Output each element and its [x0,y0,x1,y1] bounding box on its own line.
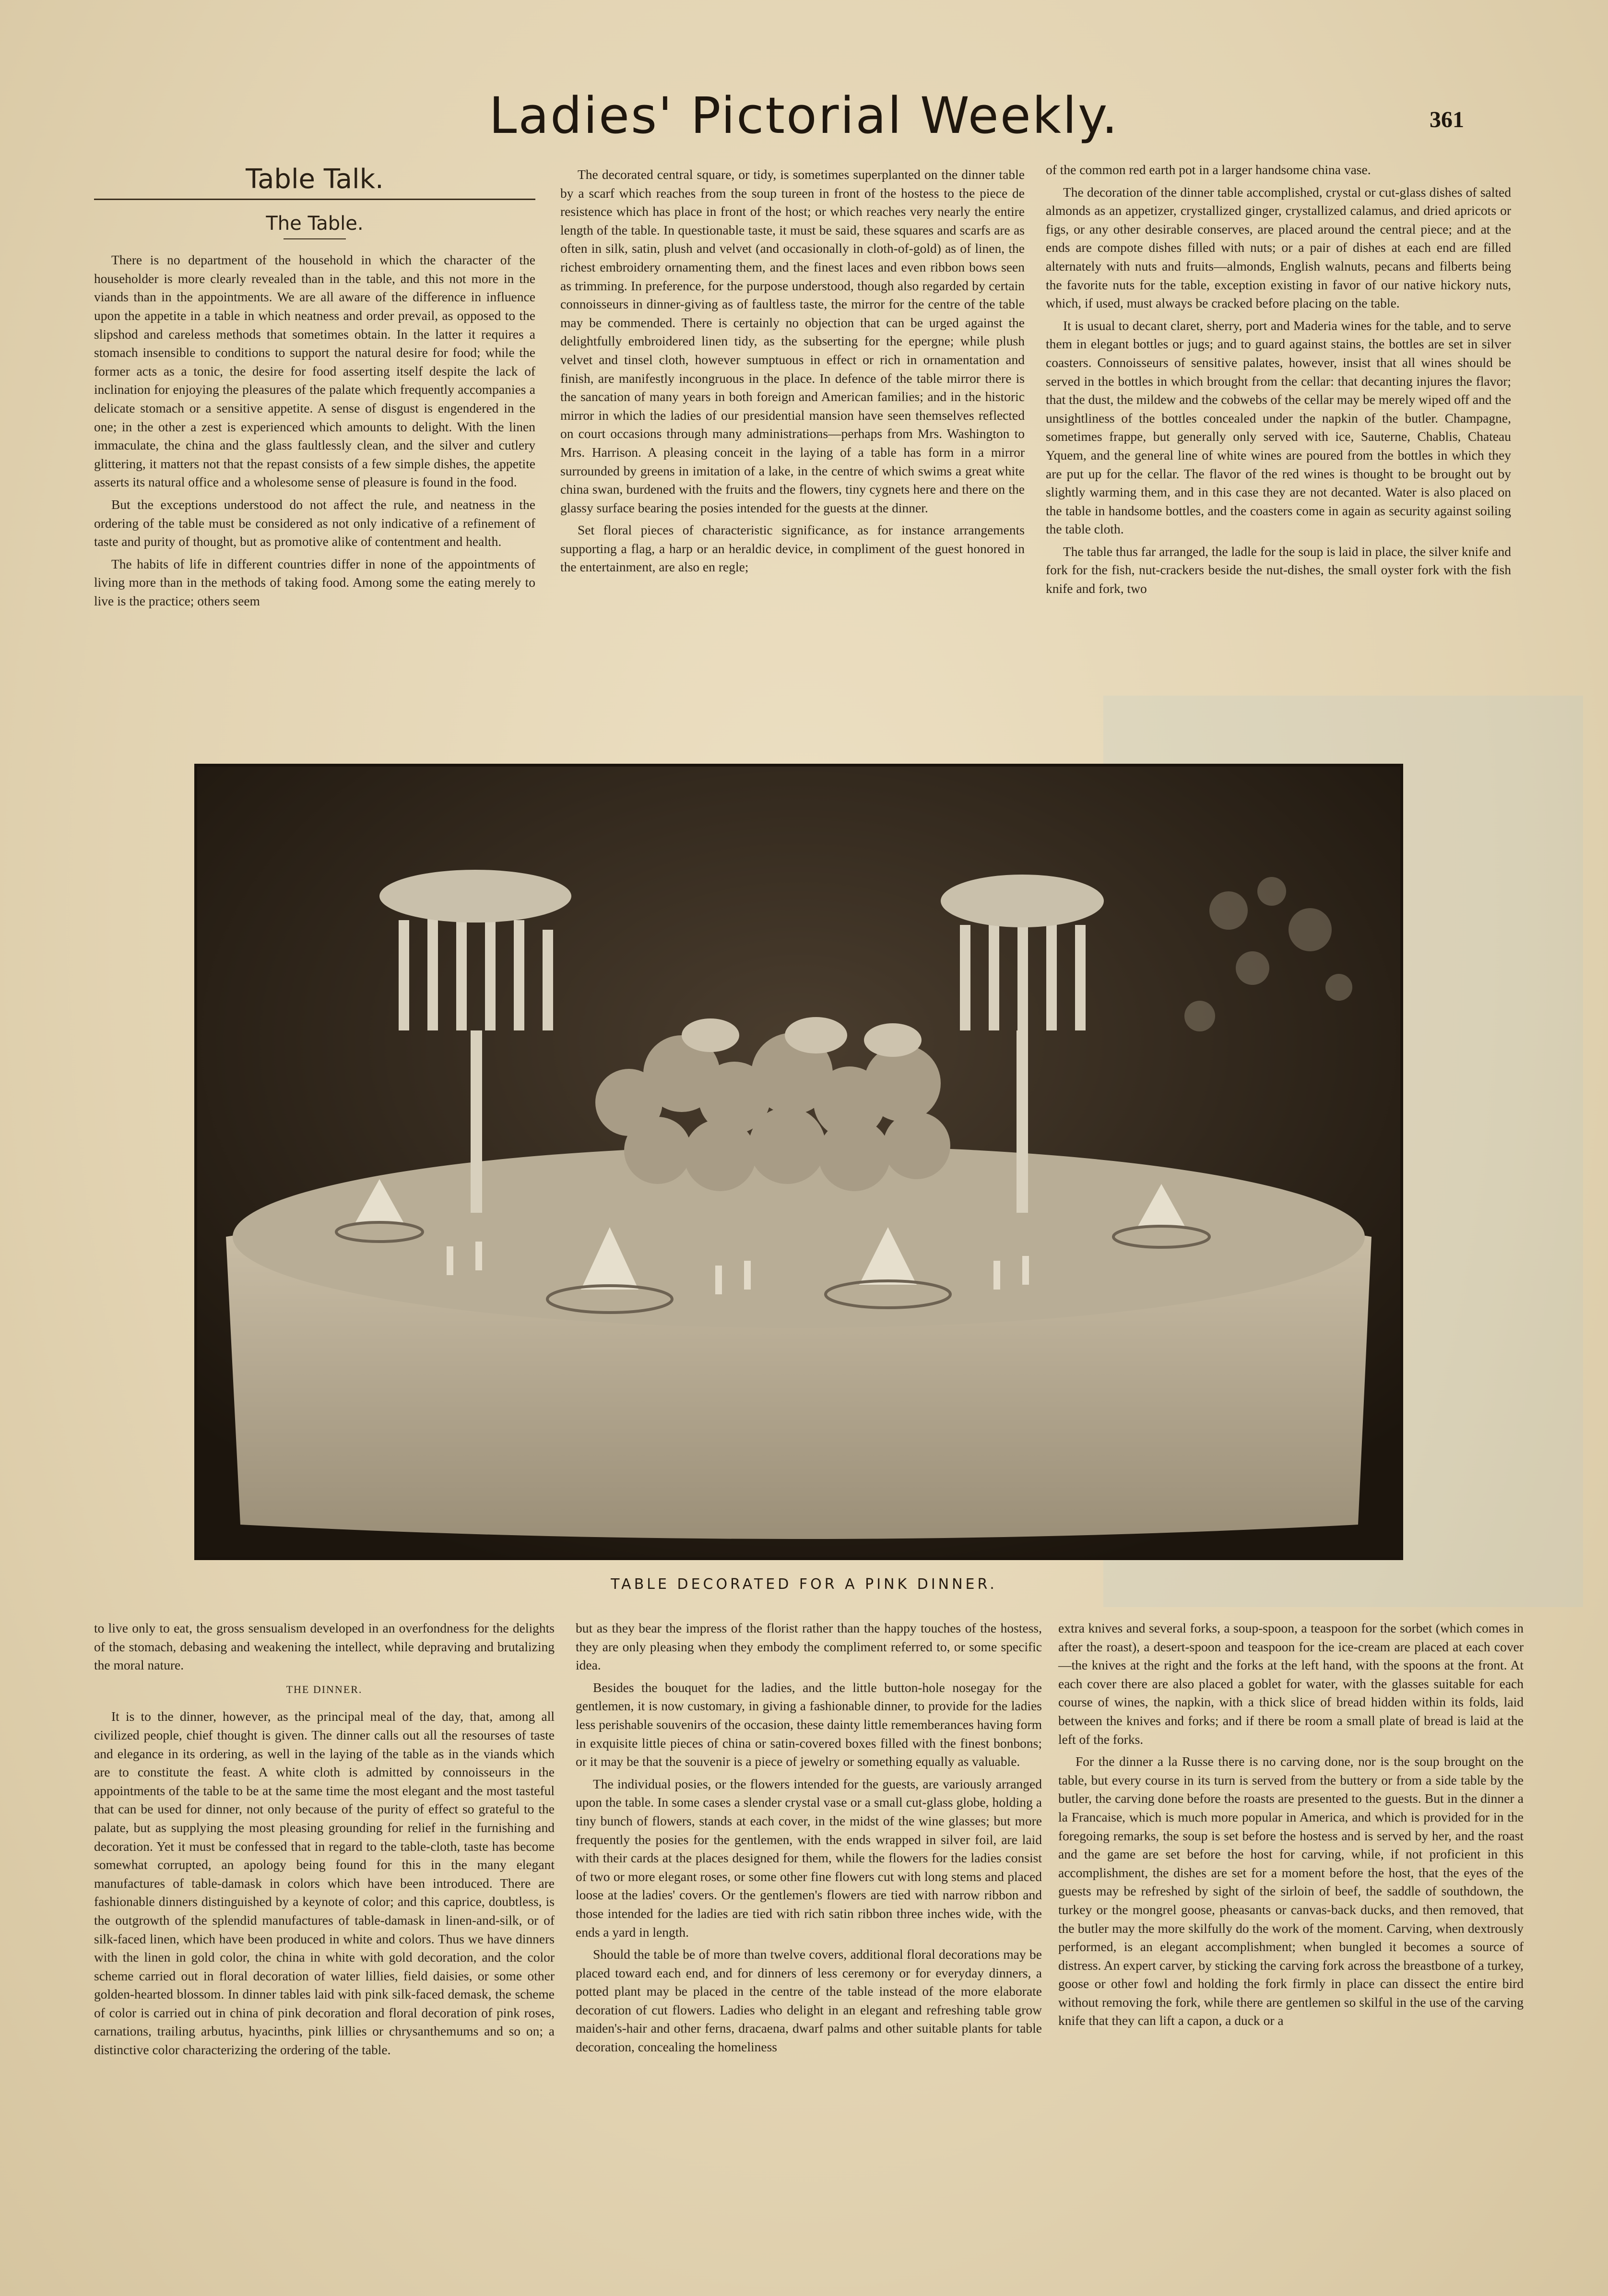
column-top-2 [560,166,1025,580]
paragraph: The decoration of the dinner table accomplished, crystal or cut-glass dishes of salted almonds as an appetizer, crystallized ginger, crystallized calamus, and dried apricots or figs, or any other desirable conserves, are placed around the central piece; and at the ends are compote dishes filled with nuts; or a pair of dishes at each end are filled alternately with nuts and fruits—almonds, English walnuts, pecans and filberts being the favorite nuts for the table, exception existing in favor of our native hickory nuts, which, if used, must always be cracked before placing on the table. [1046,184,1511,311]
paragraph: The individual posies, or the flowers intended for the guests, are variously arranged upon the table. In some cases a slender crystal vase or a small cut-glass globe, holding a tiny bunch of flowers, stands at each cover, in the midst of the wine glasses; but more frequently the posies for the gentlemen, with the ends wrapped in silver foil, are laid with their cards at the places designed for them, while the flowers for the ladies consist of two or more elegant roses, or some other fine flowers cut with long stems and placed loose at the ladies' covers. Or the gentlemen's flowers are tied with narrow ribbon and those intended for the ladies are tied with rich satin ribbon three inches wide, with the ends a yard in length. [576,1776,1042,1940]
paragraph: The habits of life in different countries differ in none of the appointments of living more than in the methods of taking food. Among some the eating merely to live is the practice; others seem [94,556,535,608]
column-bottom-2 [576,1619,1042,2060]
subheading-rule [284,238,346,239]
table-photograph [194,764,1403,1560]
paragraph: Should the table be of more than twelve covers, additional floral decorations may be placed toward each end, and for dinners of less ceremony or for everyday dinners, a potted plant may be placed in the centre of the table instead of the more elaborate decoration of cut flowers. Ladies who delight in an elegant and refreshing table grow maiden's-hair and other ferns, dracaena, dwarf palms and other suitable plants for table decoration, concealing the homeliness [576,1947,1042,2055]
column-top-3 [1046,161,1511,602]
section-heading-dinner: THE DINNER. [286,1683,363,1695]
article-subheading: The Table. [266,212,364,235]
paragraph: For the dinner a la Russe there is no carving done, nor is the soup brought on the table, but every course in its turn is served from the buttery or from a side table by the butler, the carving done before the roasts are presented to the guests. But in the dinner a la Francaise, which is much more popular in America, and which is provided for in the foregoing remarks, the soup is set before the hostess and is served by her, and the roast and the game are set before the host for carving, while, if not proficient in this accomplishment, the dishes are set for a moment before the host, that the eyes of the guests may be refreshed by sight of the sirloin of beef, the saddle of southdown, the turkey or the mongrel goose, pheasants or canvas-back ducks, and then removed, that the butler may the more skilfully do the work of the moment. Carving, when dextrously performed, is an elegant accomplishment; when bungled it becomes a source of distress. An expert carver, by sticking the carving fork across the breastbone of a turkey, goose or other fowl and holding the fork firmly in place can dissect the entire bird without removing the fork, while there are gentlemen so skilful in the use of the carving knife that they can lift a capon, a duck or a [1058,1754,1524,2028]
paragraph: It is to the dinner, however, as the principal meal of the day, that, among all civilized people, chief thought is given. The dinner calls out all the resourses of taste and elegance in its ordering, as well in the laying of the table as in the viands which are to constitute the feast. A white cloth is admitted by connoisseurs in the appointments of the table to be at the same time the most elegant and the most tasteful that can be used for dinner, not only because of the purity of effect so grateful to the palate, but as supplying the most pleasing grounding for relief in the furnishing and decoration. Yet it must be confessed that in regard to the table-cloth, taste has become somewhat corrupted, an apology being found for this in the many elegant manufactures of table-damask in colors which have been introduced. There are fashionable dinners distinguished by a keynote of color; and this caprice, doubtless, is the outgrowth of the splendid manufactures of table-damask in linen-and-silk, or of silk-faced linen, which have been produced in white and colors. Thus we have dinners with the linen in gold color, the china in white with gold decoration, and the color scheme carried out in floral decoration of water lillies, field daisies, or some other golden-hearted blossom. In dinner tables laid with pink silk-faced demask, the scheme of color is carried out in china of pink decoration and floral decoration of pink roses, carnations, trailing arbutus, hyacinths, pink lillies or chrysanthemums and so on; a distinctive color characterizing the ordering of the table. [94,1709,555,2058]
masthead-title: Ladies' Pictorial Weekly. [489,86,1119,145]
article-heading: Table Talk. [246,164,384,195]
paragraph: There is no department of the household in which the character of the householder is more clearly revealed than in the table, and this not more in the viands than in the appointments. We are all aware of the difference in influence upon the appetite in a table in which neatness and order prevail, as opposed to the slipshod and careless methods that sometimes obtain. In the latter it requires a stomach insensible to conditions to support the natural desire for food; while the former acts as a tonic, the desire for food asserting itself despite the lack of inclination for enjoying the pleasures of the palate which frequently accompanies a delicate stomach or a sensitive appetite. A sense of disgust is engendered in the one; in the other a zest is experienced which amounts to delight. With the linen immaculate, the china and the glass faultlessly clean, and the silver and cutlery glittering, it matters not that the repast consists of a few simple dishes, the appetite asserts its natural office and a wholesome sense of pleasure is found in the food. [94,252,535,490]
paragraph: But the exceptions understood do not affect the rule, and neatness in the ordering of the table must be considered as not only indicative of a refinement of taste and purity of thought, but as promotive alike of contentment and health. [94,497,535,549]
paragraph: The table thus far arranged, the ladle for the soup is laid in place, the silver knife and fork for the fish, nut-crackers beside the nut-dishes, the small oyster fork with the fish knife and fork, two [1046,544,1511,596]
paragraph: of the common red earth pot in a larger handsome china vase. [1046,162,1371,177]
paragraph: extra knives and several forks, a soup-spoon, a teaspoon for the sorbet (which comes in after the roast), a desert-spoon and teaspoon for the ice-cream are placed at each cover—the knives at the right and the forks at the left hand, with the spoons at the front. At each cover there are also placed a goblet for water, with the glasses suitable for each course of wines, the napkin, with a thick slice of bread hidden within its folds, laid between the knives and forks; and if there be room a small plate of bread is laid at the left of the forks. [1058,1621,1524,1747]
paragraph: It is usual to decant claret, sherry, port and Maderia wines for the table, and to serve them in elegant bottles or jugs; and to guard against stains, the bottles are set in silver coasters. Connoisseurs of sensitive palates, however, insist that all wines should be served in the bottles in which brought from the cellar: that decanting injures the flavor; that the dust, the mildew and the cobwebs of the cellar may be merely wiped off and the unsightliness of the bottles concealed under the napkin of the butler. Champagne, sometimes frappe, but generally only served with ice, Sauterne, Chablis, Chateau Yquem, and the general line of white wines are poured from the bottles in which they are put up for the cellar. The flavor of the red wines is thought to be brought out by slightly warming them, and in this case they are not decanted. Water is also placed on the table in handsome bottles, and the coasters come in again as security against soiling the table cloth. [1046,318,1511,537]
paragraph: Set floral pieces of characteristic significance, as for instance arrangements supporting a flag, a harp or an heraldic device, in compliment of the guest honored in the entertainment, are also en regle; [560,522,1025,575]
paragraph: The decorated central square, or tidy, is sometimes superplanted on the dinner table by a scarf which reaches from the soup tureen in front of the hostess to the piece de resistence which has place in front of the host; or which reaches very nearly the entire length of the table. In questionable taste, it must be said, these squares and scarfs are as often in silk, satin, plush and velvet (and occasionally in cloth-of-gold) as of linen, the richest embroidery ornamenting them, and the finest laces and even ribbon bows seen as trimming. In preference, for the purpose understood, though also regarded by certain connoisseurs in dinner-giving as of faultless taste, the mirror for the centre of the table may be commended. There is certainly no objection that can be urged against the delightfully embroidered linen tidy, as the subserting for the epergne; while plush velvet and tinsel cloth, however sumptuous in effect or rich in ornamentation and finish, are manifestly incongruous in the place. In defence of the table mirror there is the sancation of many years in both foreign and American families; and in the historic mirror in which the ladies of our presidential mansion have seen themselves reflected on court occasions through many administrations—perhaps from Mrs. Washington to Mrs. Harrison. A pleasing conceit in the laying of a table has form in a mirror surrounded by greens in imitation of a lake, in the centre of which swims a great white china swan, burdened with the fruits and the flowers, tiny cygnets here and there on the glassy surface bearing the posies intended for the guests at the dinner. [560,167,1025,515]
table-illustration [197,767,1400,1557]
paragraph: Besides the bouquet for the ladies, and the little button-hole nosegay for the gentlemen, it is now customary, in giving a fashionable dinner, to provide for the ladies less perishable souvenirs of the occasion, these dainty little rememberances having form in exquisite little pieces of china or satin-covered boxes filled with the finest bonbons; or it may be that the souvenir is a piece of jewelry or something equally as valuable. [576,1680,1042,1769]
column-top-1 [94,164,535,614]
illustration-caption: TABLE DECORATED FOR A PINK DINNER. [611,1576,997,1593]
column-bottom-3 [1058,1619,1524,2034]
heading-rule [94,199,535,200]
paragraph: to live only to eat, the gross sensualism developed in an overfondness for the delights of the stomach, debasing and weakening the intellect, while depraving and brutalizing the moral nature. [94,1621,555,1673]
page-number: 361 [1430,107,1464,132]
column-bottom-1 [94,1619,555,2063]
paragraph: but as they bear the impress of the florist rather than the happy touches of the hostess, they are only pleasing when they embody the compliment referred to, or some specific idea. [576,1621,1042,1673]
